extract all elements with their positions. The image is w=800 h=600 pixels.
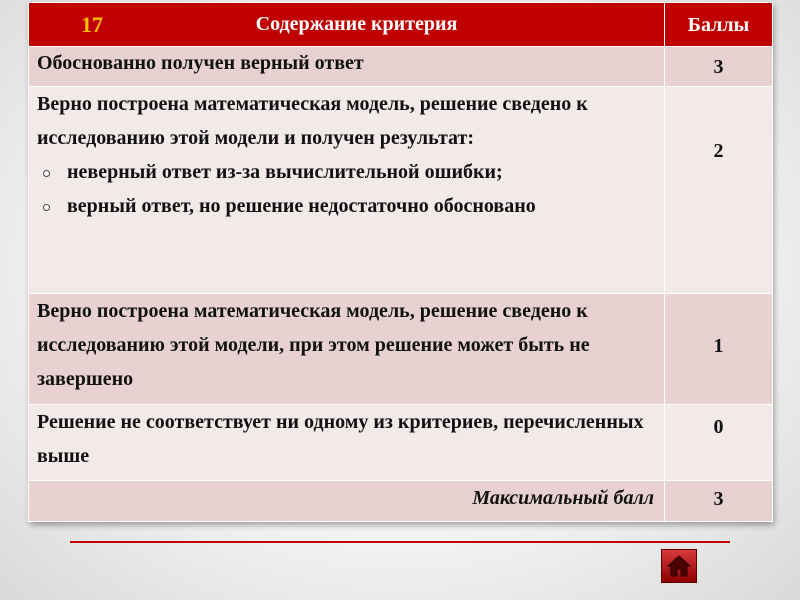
score-value: 2: [713, 140, 724, 162]
home-icon: [666, 554, 692, 578]
home-button[interactable]: [661, 549, 697, 583]
criterion-text: Верно построена математическая модель, решение сведено к исследованию этой модели, при этом решение может быть не завершено: [29, 294, 665, 405]
criterion-bullet-list: [37, 155, 658, 223]
max-score-label: Максимальный балл: [29, 481, 665, 522]
task-number: 17: [81, 12, 103, 37]
score-value: 0: [713, 416, 724, 438]
criterion-cell: [29, 87, 665, 294]
max-score-row: [29, 481, 773, 522]
table-row: [29, 294, 773, 405]
score-cell: [665, 87, 773, 294]
score-cell: [665, 294, 773, 405]
score-value: 3: [713, 56, 724, 78]
divider-line: [70, 541, 730, 543]
criterion-text: Верно построена математическая модель, решение сведено к исследованию этой модели и получен результат:: [37, 93, 588, 149]
criterion-text: Решение не соответствует ни одному из критериев, перечисленных выше: [29, 405, 665, 481]
table-row: [29, 87, 773, 294]
criteria-table: [28, 2, 773, 522]
criterion-text: Обоснованно получен верный ответ: [29, 47, 665, 87]
header-criteria-cell: [29, 3, 665, 47]
table-row: [29, 47, 773, 87]
bullet-item: верный ответ, но решение недостаточно обосновано: [37, 189, 658, 223]
table-header-row: [29, 3, 773, 47]
score-cell: [665, 405, 773, 481]
score-cell: [665, 47, 773, 87]
bullet-item: неверный ответ из-за вычислительной ошибки;: [37, 155, 658, 189]
max-score-value: 3: [665, 481, 773, 522]
score-value: 1: [713, 335, 724, 357]
criteria-table-frame: [28, 2, 772, 522]
criteria-column-header: Содержание критерия: [255, 13, 458, 35]
table-row: [29, 405, 773, 481]
score-column-header: Баллы: [665, 3, 773, 47]
